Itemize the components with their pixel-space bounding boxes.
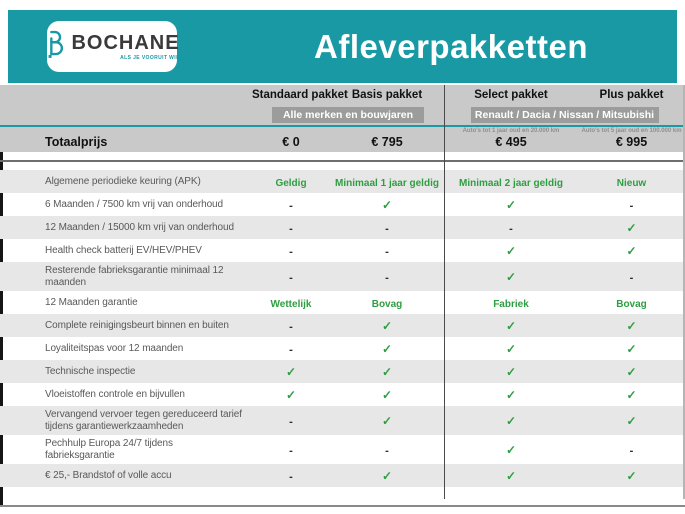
total-price-row	[0, 132, 685, 151]
feature-cell	[578, 386, 685, 404]
feature-cell	[444, 441, 578, 459]
check-icon: ✓	[505, 269, 517, 284]
brand-tagline: ALS JE VOORUIT WIL	[120, 54, 180, 61]
feature-cell	[252, 242, 330, 260]
feature-cell	[578, 363, 685, 381]
feature-cell	[330, 242, 444, 260]
feature-cell	[578, 441, 685, 459]
note-select: Auto's tot 1 jaar oud en 20.000 km	[462, 127, 560, 134]
table-row	[0, 262, 685, 291]
feature-cell	[444, 242, 578, 260]
feature-cell	[330, 441, 444, 459]
feature-cell	[578, 294, 685, 312]
feature-value: Minimaal 2 jaar geldig	[459, 177, 563, 189]
check-icon: ✓	[626, 468, 637, 483]
feature-label: € 25,- Brandstof of volle accu	[45, 469, 172, 481]
price-plus: € 995	[615, 134, 648, 149]
check-icon: ✓	[505, 318, 517, 333]
feature-label: 6 Maanden / 7500 km vrij van onderhoud	[45, 198, 223, 210]
table-row	[0, 360, 685, 383]
header-banner	[8, 10, 677, 83]
check-icon: ✓	[505, 341, 517, 356]
table-row	[0, 170, 685, 193]
feature-label: 12 Maanden / 15000 km vrij van onderhoud	[45, 221, 234, 233]
feature-label: Pechhulp Europa 24/7 tijdens fabrieksgarantie	[45, 438, 173, 461]
feature-cell	[578, 412, 685, 430]
page-title: Afleverpakketten	[314, 27, 588, 65]
feature-cell	[444, 219, 578, 237]
feature-value: Wettelijk	[270, 298, 312, 310]
spacer-row	[0, 487, 685, 505]
feature-cell	[444, 294, 578, 312]
brand-name: BOCHANE	[71, 31, 180, 54]
check-icon: ✓	[626, 318, 637, 333]
total-price-label: Totaalprijs	[45, 134, 108, 149]
check-icon: ✓	[505, 387, 517, 402]
table-row	[0, 193, 685, 216]
check-icon: ✓	[381, 341, 393, 356]
table-row	[0, 314, 685, 337]
feature-cell	[330, 412, 444, 430]
check-icon: ✓	[285, 364, 297, 379]
check-icon: ✓	[505, 364, 517, 379]
table-row	[0, 239, 685, 262]
feature-label: Complete reinigingsbeurt binnen en buiten	[45, 319, 229, 331]
feature-cell	[444, 268, 578, 286]
feature-label: Vloeistoffen controle en bijvullen	[45, 388, 185, 400]
feature-cell	[578, 219, 685, 237]
teal-separator-line	[0, 125, 685, 127]
dash-mark: -	[289, 415, 293, 428]
feature-cell	[252, 219, 330, 237]
feature-value: Bovag	[371, 298, 403, 310]
feature-label: Vervangend vervoer tegen gereduceerd tarief tijdens garantiewerkzaamheden	[45, 409, 242, 432]
check-icon: ✓	[626, 243, 637, 258]
check-icon: ✓	[381, 318, 393, 333]
price-standaard: € 0	[282, 134, 300, 149]
dash-mark: -	[629, 271, 634, 284]
feature-cell	[578, 268, 685, 286]
feature-label: Algemene periodieke keuring (APK)	[45, 175, 201, 187]
feature-value: Geldig	[275, 177, 307, 189]
feature-cell	[444, 363, 578, 381]
feature-cell	[578, 196, 685, 214]
feature-label: Resterende fabrieksgarantie minimaal 12 maanden	[45, 265, 224, 288]
feature-cell	[330, 294, 444, 312]
feature-rows	[0, 170, 685, 487]
feature-cell	[578, 340, 685, 358]
bochane-wordmark	[71, 33, 179, 61]
table-right-border	[683, 85, 685, 499]
dash-mark: -	[385, 245, 389, 258]
dash-mark: -	[629, 199, 634, 212]
feature-cell	[330, 219, 444, 237]
table-row	[0, 464, 685, 487]
note-plus: Auto's tot 5 jaar oud en 100.000 km	[581, 127, 682, 134]
feature-cell	[444, 173, 578, 191]
feature-cell	[252, 317, 330, 335]
feature-label: 12 Maanden garantie	[45, 296, 138, 308]
check-icon: ✓	[505, 442, 517, 457]
column-header-plus: Plus pakket	[599, 89, 664, 101]
spacer-cell	[0, 107, 252, 123]
table-bottom-border	[0, 505, 685, 507]
feature-cell	[444, 340, 578, 358]
feature-value: Fabriek	[493, 298, 529, 310]
feature-label: Technische inspectie	[45, 365, 136, 377]
column-header-standaard: Standaard pakket	[252, 89, 348, 101]
table-row	[0, 435, 685, 464]
feature-cell	[330, 340, 444, 358]
group-badges	[0, 107, 685, 123]
feature-cell	[252, 386, 330, 404]
feature-value: Nieuw	[616, 177, 647, 189]
bochane-logo	[47, 21, 180, 72]
feature-cell	[252, 363, 330, 381]
badge-merken-renault: Renault / Dacia / Nissan / Mitsubishi	[471, 107, 659, 123]
feature-cell	[330, 467, 444, 485]
feature-value: Minimaal 1 jaar geldig	[335, 177, 439, 189]
dash-mark: -	[289, 271, 293, 284]
feature-cell	[444, 412, 578, 430]
column-headers	[0, 89, 685, 101]
check-icon: ✓	[505, 468, 517, 483]
check-icon: ✓	[505, 197, 517, 212]
check-icon: ✓	[626, 364, 637, 379]
table-row	[0, 291, 685, 314]
badge-alle-merken: Alle merken en bouwjaren	[272, 107, 424, 123]
dash-mark: -	[629, 444, 634, 457]
feature-cell	[252, 467, 330, 485]
feature-cell	[252, 173, 330, 191]
spacer-row	[0, 162, 685, 170]
check-icon: ✓	[505, 413, 517, 428]
feature-cell	[330, 386, 444, 404]
check-icon: ✓	[626, 220, 637, 235]
feature-cell	[252, 441, 330, 459]
feature-label: Loyaliteitspas voor 12 maanden	[45, 342, 184, 354]
check-icon: ✓	[381, 387, 393, 402]
check-icon: ✓	[381, 364, 393, 379]
check-icon: ✓	[626, 341, 637, 356]
feature-cell	[578, 173, 685, 191]
feature-cell	[444, 317, 578, 335]
spacer-row	[0, 152, 685, 160]
feature-cell	[578, 317, 685, 335]
feature-cell	[330, 317, 444, 335]
check-icon: ✓	[285, 387, 297, 402]
dash-mark: -	[385, 444, 389, 457]
dash-mark: -	[289, 320, 293, 333]
dash-mark: -	[509, 222, 513, 235]
feature-table	[0, 152, 685, 507]
feature-cell	[444, 196, 578, 214]
feature-cell	[252, 268, 330, 286]
price-basis: € 795	[371, 134, 403, 149]
dash-mark: -	[385, 222, 389, 235]
column-header-basis: Basis pakket	[351, 89, 423, 101]
table-header-band	[0, 85, 685, 152]
column-header-select: Select pakket	[474, 89, 548, 101]
check-icon: ✓	[381, 197, 393, 212]
package-group-divider	[444, 85, 446, 499]
feature-cell	[578, 242, 685, 260]
feature-cell	[330, 363, 444, 381]
feature-cell	[578, 467, 685, 485]
dash-mark: -	[289, 343, 293, 356]
feature-cell	[330, 173, 444, 191]
check-icon: ✓	[381, 413, 393, 428]
feature-cell	[252, 340, 330, 358]
feature-cell	[252, 294, 330, 312]
bochane-logo-icon	[44, 29, 66, 64]
check-icon: ✓	[626, 413, 637, 428]
feature-cell	[252, 412, 330, 430]
feature-cell	[330, 268, 444, 286]
dash-mark: -	[289, 444, 293, 457]
check-icon: ✓	[381, 468, 393, 483]
feature-cell	[444, 386, 578, 404]
feature-cell	[330, 196, 444, 214]
feature-cell	[252, 196, 330, 214]
dash-mark: -	[289, 222, 293, 235]
table-row	[0, 337, 685, 360]
dash-mark: -	[289, 199, 293, 212]
table-row	[0, 406, 685, 435]
dash-mark: -	[289, 470, 293, 483]
check-icon: ✓	[505, 243, 517, 258]
feature-label: Health check batterij EV/HEV/PHEV	[45, 244, 202, 256]
feature-cell	[444, 467, 578, 485]
table-row	[0, 216, 685, 239]
feature-value: Bovag	[616, 298, 647, 310]
dash-mark: -	[289, 245, 293, 258]
price-select: € 495	[495, 134, 527, 149]
dash-mark: -	[385, 271, 389, 284]
table-row	[0, 383, 685, 406]
check-icon: ✓	[626, 387, 637, 402]
